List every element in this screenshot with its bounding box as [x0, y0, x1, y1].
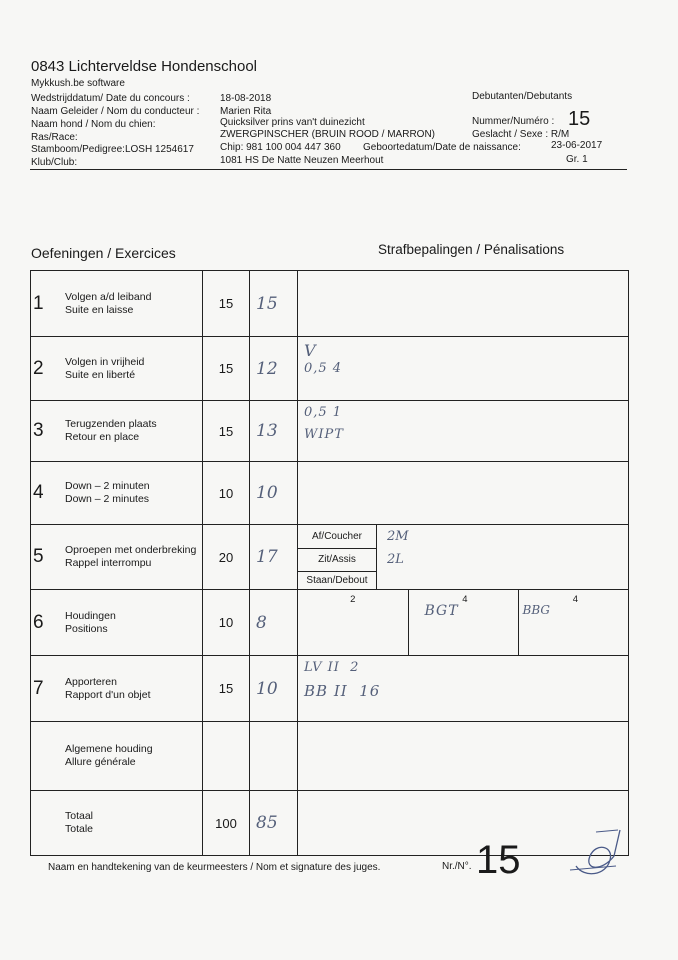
positions-cell — [298, 525, 629, 590]
exercise-row-5 — [31, 525, 629, 590]
exercise-number: 6 — [33, 611, 44, 633]
exercise-name-nl: Volgen in vrijheid — [65, 355, 145, 368]
score — [250, 722, 298, 791]
max-points: 15 — [203, 656, 250, 722]
exercise-name-fr: Allure générale — [65, 756, 136, 768]
position-col-note: BGT — [424, 603, 459, 619]
position-label: Staan/Debout — [298, 571, 377, 589]
general-attitude-row — [31, 722, 629, 791]
total-max: 100 — [203, 791, 250, 856]
penalty-note: LV II 2 — [304, 660, 360, 675]
exercise-name-nl: Oproepen met onderbreking — [65, 544, 197, 556]
exercise-name-fr: Suite en liberté — [65, 368, 136, 381]
exercise-number: 7 — [33, 677, 44, 699]
dog-value: Quicksilver prins van't duinezicht — [220, 117, 365, 128]
exercises-title: Oefeningen / Exercices — [31, 245, 176, 261]
handler-value: Marien Rita — [220, 106, 272, 117]
exercise-row-4 — [31, 462, 629, 525]
penalty-note: 0,5 4 — [304, 361, 343, 376]
category-label: Debutanten/Debutants — [472, 91, 573, 102]
exercise-name-nl: Volgen a/d leiband — [65, 290, 152, 303]
position-value: 2M — [387, 529, 409, 545]
judges-label: Naam en handtekening van de keurmeesters / Nom et signature des juges. — [48, 862, 381, 873]
exercise-name-fr: Retour en place — [65, 431, 140, 443]
exercise-number: 5 — [33, 546, 44, 567]
birth-label: Geboortedatum/Date de naissance: — [363, 142, 521, 153]
position-col-top: 2 — [350, 594, 356, 605]
birth-date: 23-06-2017 — [551, 140, 603, 151]
penalty-note: V — [304, 341, 317, 360]
max-points: 10 — [203, 590, 250, 656]
exercise-number: 3 — [33, 420, 44, 441]
exercise-row-2 — [31, 337, 629, 401]
club-label: Klub/Club: — [31, 157, 78, 168]
club-title: 0843 Lichterveldse Hondenschool — [31, 58, 257, 75]
position-value — [377, 571, 629, 589]
score: 10 — [250, 462, 298, 525]
header-divider — [30, 169, 627, 170]
exercise-name-fr: Rappel interrompu — [65, 557, 152, 569]
position-col-note: BBG — [522, 603, 550, 617]
positions-detail-cell — [298, 590, 629, 656]
penalty-cell — [298, 401, 629, 462]
penalties-title: Strafbepalingen / Pénalisations — [378, 242, 565, 257]
total-label-fr: Totale — [65, 823, 94, 835]
judge-signature — [566, 826, 626, 882]
score: 12 — [250, 337, 298, 401]
exercise-name-nl: Houdingen — [65, 609, 116, 622]
score: 17 — [250, 525, 298, 590]
date-label: Wedstrijddatum/ Date du concours : — [31, 93, 190, 104]
position-col — [518, 590, 628, 655]
exercise-name-fr: Suite en laisse — [65, 303, 134, 316]
penalty-cell — [298, 722, 629, 791]
position-col — [298, 590, 408, 655]
max-points: 15 — [203, 337, 250, 401]
penalty-cell — [298, 337, 629, 401]
position-col — [408, 590, 518, 655]
penalty-cell — [298, 656, 629, 722]
total-row — [31, 791, 629, 856]
breed-label: Ras/Race: — [31, 132, 78, 143]
exercise-name-nl: Algemene houding — [65, 743, 153, 755]
exercise-name-nl: Apporteren — [65, 675, 117, 688]
date-value: 18-08-2018 — [220, 93, 272, 104]
max-points: 10 — [203, 462, 250, 525]
max-points — [203, 722, 250, 791]
software-label: Mykkush.be software — [31, 78, 125, 89]
dog-label: Naam hond / Nom du chien: — [31, 119, 156, 130]
penalty-cell — [298, 271, 629, 337]
position-value: 2L — [387, 552, 404, 568]
max-points: 15 — [203, 401, 250, 462]
number-value: 15 — [568, 108, 591, 130]
position-col-top: 4 — [462, 594, 468, 605]
exercise-number: 4 — [33, 482, 44, 503]
exercise-name-fr: Down – 2 minutes — [65, 493, 150, 505]
total-score: 85 — [250, 791, 298, 856]
penalty-cell — [298, 462, 629, 525]
exercise-row-1 — [31, 271, 629, 337]
exercise-number: 1 — [33, 292, 44, 314]
penalty-note: WIPT — [304, 427, 344, 442]
exercise-number: 2 — [33, 357, 44, 379]
exercise-row-3 — [31, 401, 629, 462]
position-label: Af/Coucher — [298, 525, 377, 548]
nr-label: Nr./N°. — [442, 861, 472, 872]
total-label-nl: Totaal — [65, 810, 94, 822]
sex-label: Geslacht / Sexe : R/M — [472, 129, 570, 140]
max-points: 20 — [203, 525, 250, 590]
nr-value: 15 — [476, 838, 521, 882]
positions-table — [298, 525, 628, 589]
max-points: 15 — [203, 271, 250, 337]
exercise-table — [30, 270, 629, 856]
position-col-top: 4 — [572, 594, 578, 605]
club-value: 1081 HS De Natte Neuzen Meerhout — [220, 155, 384, 166]
pedigree-label: Stamboom/Pedigree:LOSH 1254617 — [31, 144, 194, 155]
score: 13 — [250, 401, 298, 462]
exercise-row-6 — [31, 590, 629, 656]
position-label: Zit/Assis — [298, 548, 377, 571]
group-label: Gr. 1 — [566, 154, 588, 165]
exercise-row-7 — [31, 656, 629, 722]
exercise-name-nl: Down – 2 minuten — [65, 480, 150, 492]
score: 10 — [250, 656, 298, 722]
number-label: Nummer/Numéro : — [472, 116, 555, 127]
breed-value: ZWERGPINSCHER (BRUIN ROOD / MARRON) — [220, 129, 435, 140]
chip-value: Chip: 981 100 004 447 360 — [220, 142, 341, 153]
handler-label: Naam Geleider / Nom du conducteur : — [31, 106, 200, 117]
penalty-note: BB II 16 — [304, 682, 381, 700]
score: 15 — [250, 271, 298, 337]
exercise-name-nl: Terugzenden plaats — [65, 418, 157, 430]
penalty-note: 0,5 1 — [304, 405, 343, 420]
exercise-name-fr: Positions — [65, 622, 108, 635]
score: 8 — [250, 590, 298, 656]
exercise-name-fr: Rapport d'un objet — [65, 688, 151, 701]
